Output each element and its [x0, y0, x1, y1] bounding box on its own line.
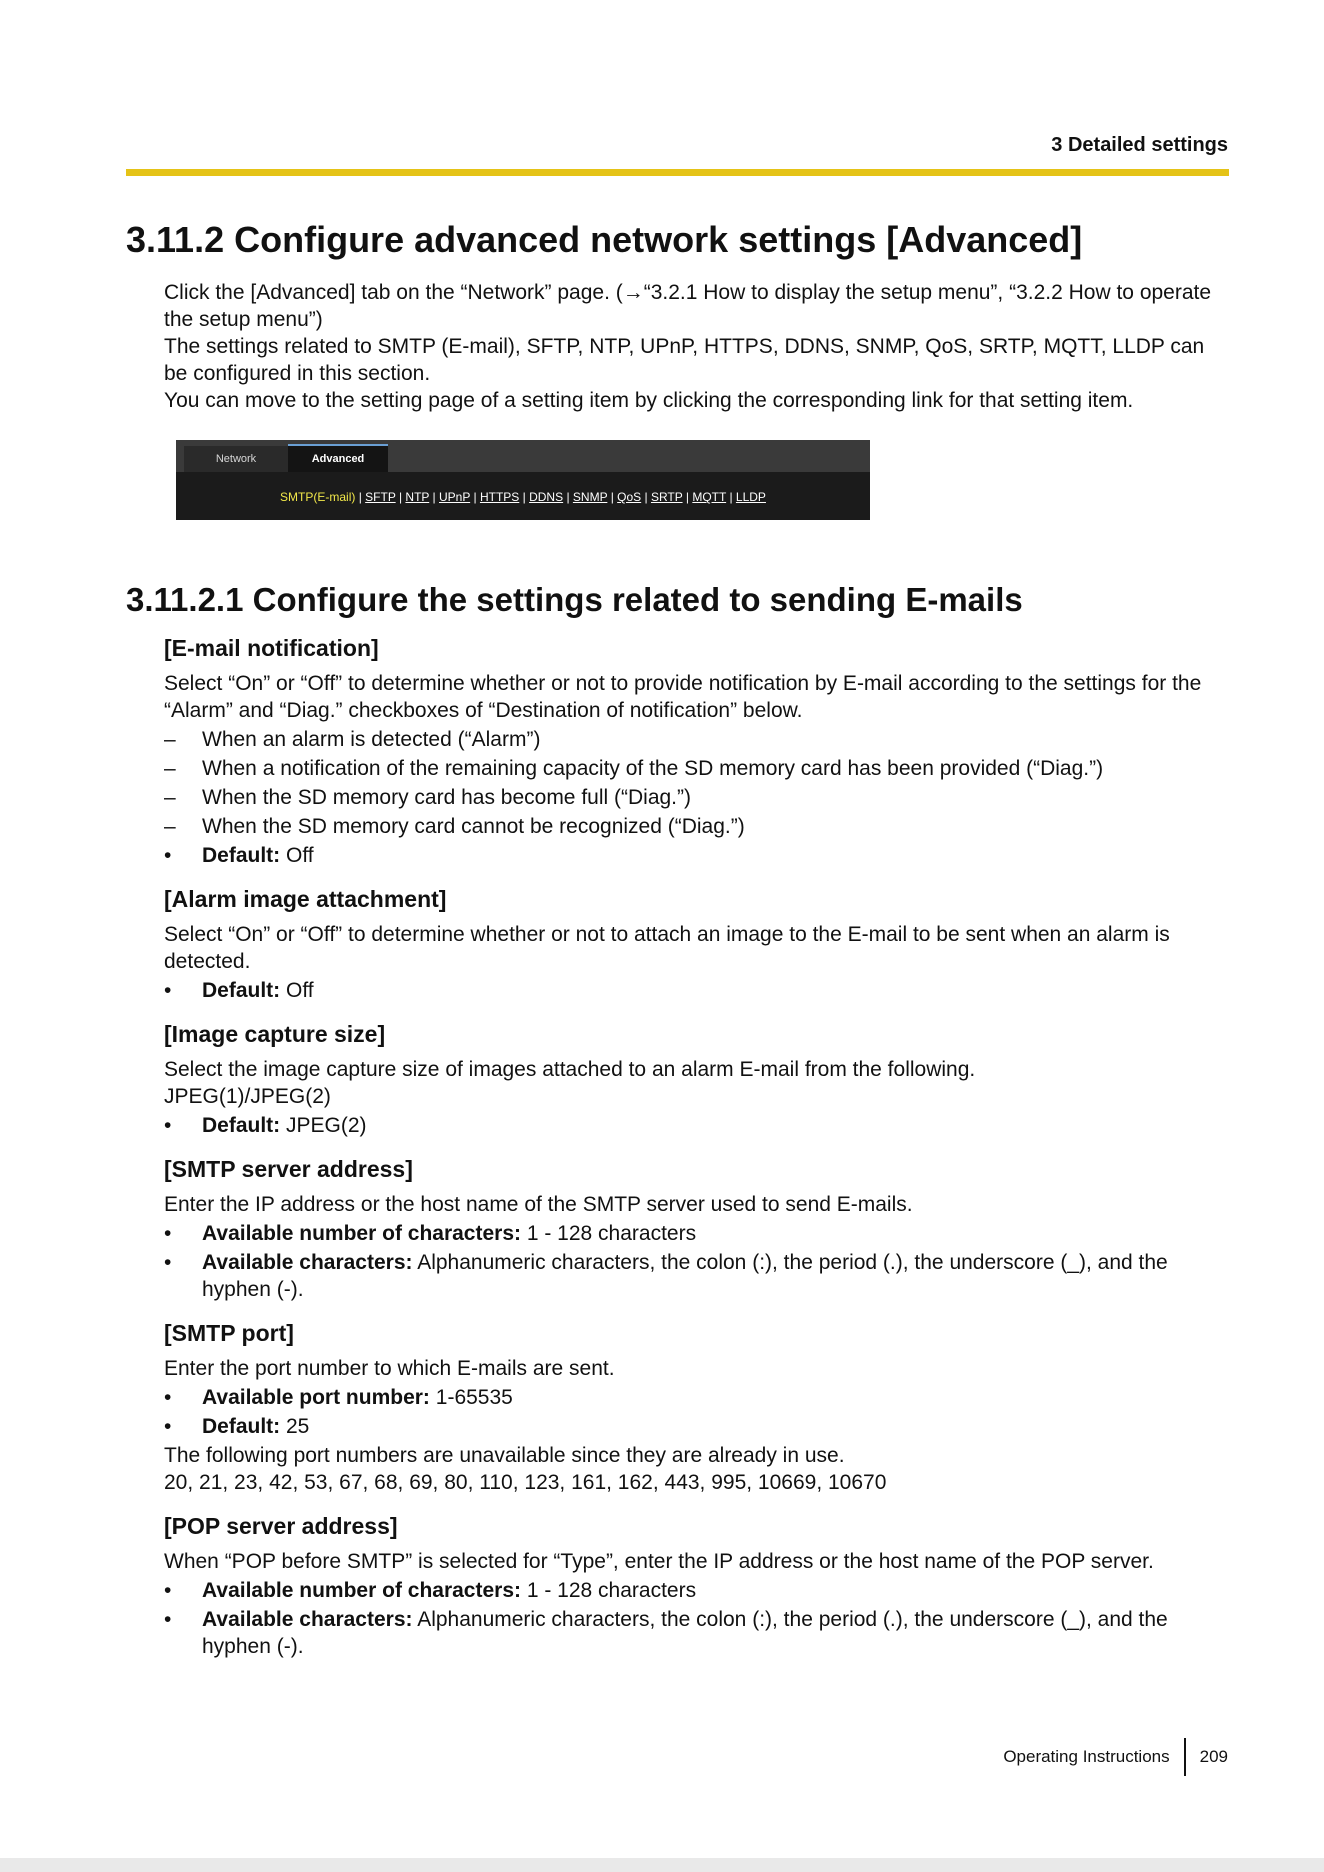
condition-list: [126, 726, 1229, 840]
setting-options: JPEG(1)/JPEG(2): [164, 1084, 331, 1108]
section-title: 3.11.2 Configure advanced network settings [Advanced]: [126, 219, 1083, 260]
footer-label: Operating Instructions: [1003, 1747, 1170, 1766]
setting-description: Select the image capture size of images attached to an alarm E-mail from the following.: [164, 1057, 976, 1081]
settings-list: [164, 634, 1229, 1660]
page-footer: [1003, 1738, 1228, 1776]
setting-title: [POP server address]: [164, 1512, 398, 1539]
dash-marker: –: [164, 785, 176, 809]
setting-link-upnp[interactable]: UPnP: [439, 490, 471, 505]
setting-link-lldp[interactable]: LLDP: [735, 490, 766, 505]
detail-list: [126, 1384, 1229, 1440]
bullet-marker: •: [164, 1578, 172, 1602]
setting-smtp-server-address: [164, 1155, 1229, 1303]
link-separator: |: [429, 490, 440, 505]
bullet-marker: •: [164, 1221, 172, 1245]
tab-network[interactable]: Network: [184, 446, 288, 472]
link-separator: |: [682, 490, 693, 505]
bullet-marker: •: [164, 1607, 172, 1631]
setting-title: [E-mail notification]: [164, 634, 379, 661]
bullet-marker: •: [164, 1250, 172, 1274]
list-item: – When a notification of the remaining capacity of the SD memory card has been provided (“Diag.”): [164, 756, 1104, 780]
link-separator: |: [355, 490, 366, 505]
running-head: 3 Detailed settings: [1051, 134, 1228, 156]
bullet-marker: •: [164, 978, 172, 1002]
intro-paragraph: The settings related to SMTP (E-mail), SFTP, NTP, UPnP, HTTPS, DDNS, SNMP, QoS, SRTP, MQTT, LLDP can be configured in this section.: [164, 335, 1205, 386]
page-content: [126, 218, 1229, 1662]
setting-description: When “POP before SMTP” is selected for “Type”, enter the IP address or the host name of the POP server.: [164, 1549, 1154, 1573]
setting-alarm-image-attachment: [164, 885, 1229, 1004]
tab-advanced[interactable]: Advanced: [288, 444, 388, 472]
list-item: • Default: Off: [164, 978, 314, 1002]
link-separator: |: [519, 490, 530, 505]
link-separator: |: [607, 490, 618, 505]
screenshot-tab-bar: [176, 440, 870, 472]
setting-email-notification: [164, 634, 1229, 869]
list-item: • Default: 25: [164, 1414, 310, 1438]
detail-list: [126, 1577, 1229, 1660]
list-item: • Available characters: Alphanumeric characters, the colon (:), the period (.), the underscore (_), and the hyphen (-).: [164, 1607, 1168, 1658]
bottom-edge: [0, 1858, 1324, 1872]
bullet-marker: •: [164, 1414, 172, 1438]
setting-description: Select “On” or “Off” to determine whether or not to attach an image to the E-mail to be sent when an alarm is detected.: [164, 922, 1170, 973]
setting-title: [SMTP server address]: [164, 1155, 413, 1182]
setting-description: Select “On” or “Off” to determine whether or not to provide notification by E-mail according to the settings for the “Alarm” and “Diag.” checkboxes of “Destination of notification” below.: [164, 671, 1202, 722]
footer-divider: [1184, 1738, 1186, 1776]
setting-links-bar: [176, 490, 870, 504]
link-separator: |: [641, 490, 651, 505]
setting-description: Enter the port number to which E-mails are sent.: [164, 1356, 615, 1380]
setting-link-mqtt[interactable]: MQTT: [692, 490, 727, 505]
bullet-marker: •: [164, 1385, 172, 1409]
link-separator: |: [395, 490, 406, 505]
list-item: • Default: Off: [164, 843, 314, 867]
list-item: • Available characters: Alphanumeric characters, the colon (:), the period (.), the underscore (_), and the hyphen (-).: [164, 1250, 1168, 1301]
dash-marker: –: [164, 814, 176, 838]
bullet-marker: •: [164, 1113, 172, 1137]
dash-marker: –: [164, 756, 176, 780]
section-intro: [164, 279, 1229, 414]
setting-title: [Alarm image attachment]: [164, 885, 447, 912]
setting-link-https[interactable]: HTTPS: [479, 490, 520, 505]
setting-link-qos[interactable]: QoS: [617, 490, 642, 505]
advanced-tab-screenshot: [176, 440, 870, 520]
setting-title: [SMTP port]: [164, 1319, 294, 1346]
list-item: • Available number of characters: 1 - 128 characters: [164, 1221, 697, 1245]
list-item: • Available port number: 1-65535: [164, 1385, 513, 1409]
intro-paragraph: You can move to the setting page of a setting item by clicking the corresponding link for that setting item.: [164, 389, 1134, 413]
link-separator: |: [563, 490, 573, 505]
setting-link-srtp[interactable]: SRTP: [650, 490, 683, 505]
setting-smtp-port: [164, 1319, 1229, 1496]
list-item: • Available number of characters: 1 - 128 characters: [164, 1578, 697, 1602]
subsection-title: 3.11.2.1 Configure the settings related to sending E-mails: [126, 581, 1023, 619]
list-item: – When the SD memory card has become full (“Diag.”): [164, 785, 691, 809]
header-rule: [126, 169, 1229, 176]
setting-link-ntp[interactable]: NTP: [405, 490, 430, 505]
detail-list: [126, 977, 1229, 1004]
link-separator: |: [726, 490, 736, 505]
detail-list: [126, 842, 1229, 869]
setting-link-ddns[interactable]: DDNS: [529, 490, 564, 505]
setting-title: [Image capture size]: [164, 1020, 386, 1047]
setting-link-sftp[interactable]: SFTP: [365, 490, 396, 505]
list-item: – When an alarm is detected (“Alarm”): [164, 727, 541, 751]
list-item: • Default: JPEG(2): [164, 1113, 367, 1137]
setting-note: The following port numbers are unavailable since they are already in use.: [164, 1443, 845, 1467]
detail-list: [126, 1112, 1229, 1139]
setting-link-snmp[interactable]: SNMP: [572, 490, 608, 505]
page-number: 209: [1199, 1747, 1228, 1766]
setting-link-smtp-e-mail[interactable]: SMTP(E-mail): [280, 490, 356, 505]
dash-marker: –: [164, 727, 176, 751]
link-separator: |: [470, 490, 480, 505]
intro-paragraph: Click the [Advanced] tab on the “Network” page. (→“3.2.1 How to display the setup menu”, “3.2.2 How to operate the setup menu”): [164, 281, 1212, 332]
setting-pop-server-address: [164, 1512, 1229, 1660]
setting-description: Enter the IP address or the host name of the SMTP server used to send E-mails.: [164, 1192, 913, 1216]
bullet-marker: •: [164, 843, 172, 867]
list-item: – When the SD memory card cannot be recognized (“Diag.”): [164, 814, 745, 838]
detail-list: [126, 1220, 1229, 1303]
setting-image-capture-size: [164, 1020, 1229, 1139]
unavailable-ports: 20, 21, 23, 42, 53, 67, 68, 69, 80, 110, 123, 161, 162, 443, 995, 10669, 10670: [164, 1470, 887, 1494]
